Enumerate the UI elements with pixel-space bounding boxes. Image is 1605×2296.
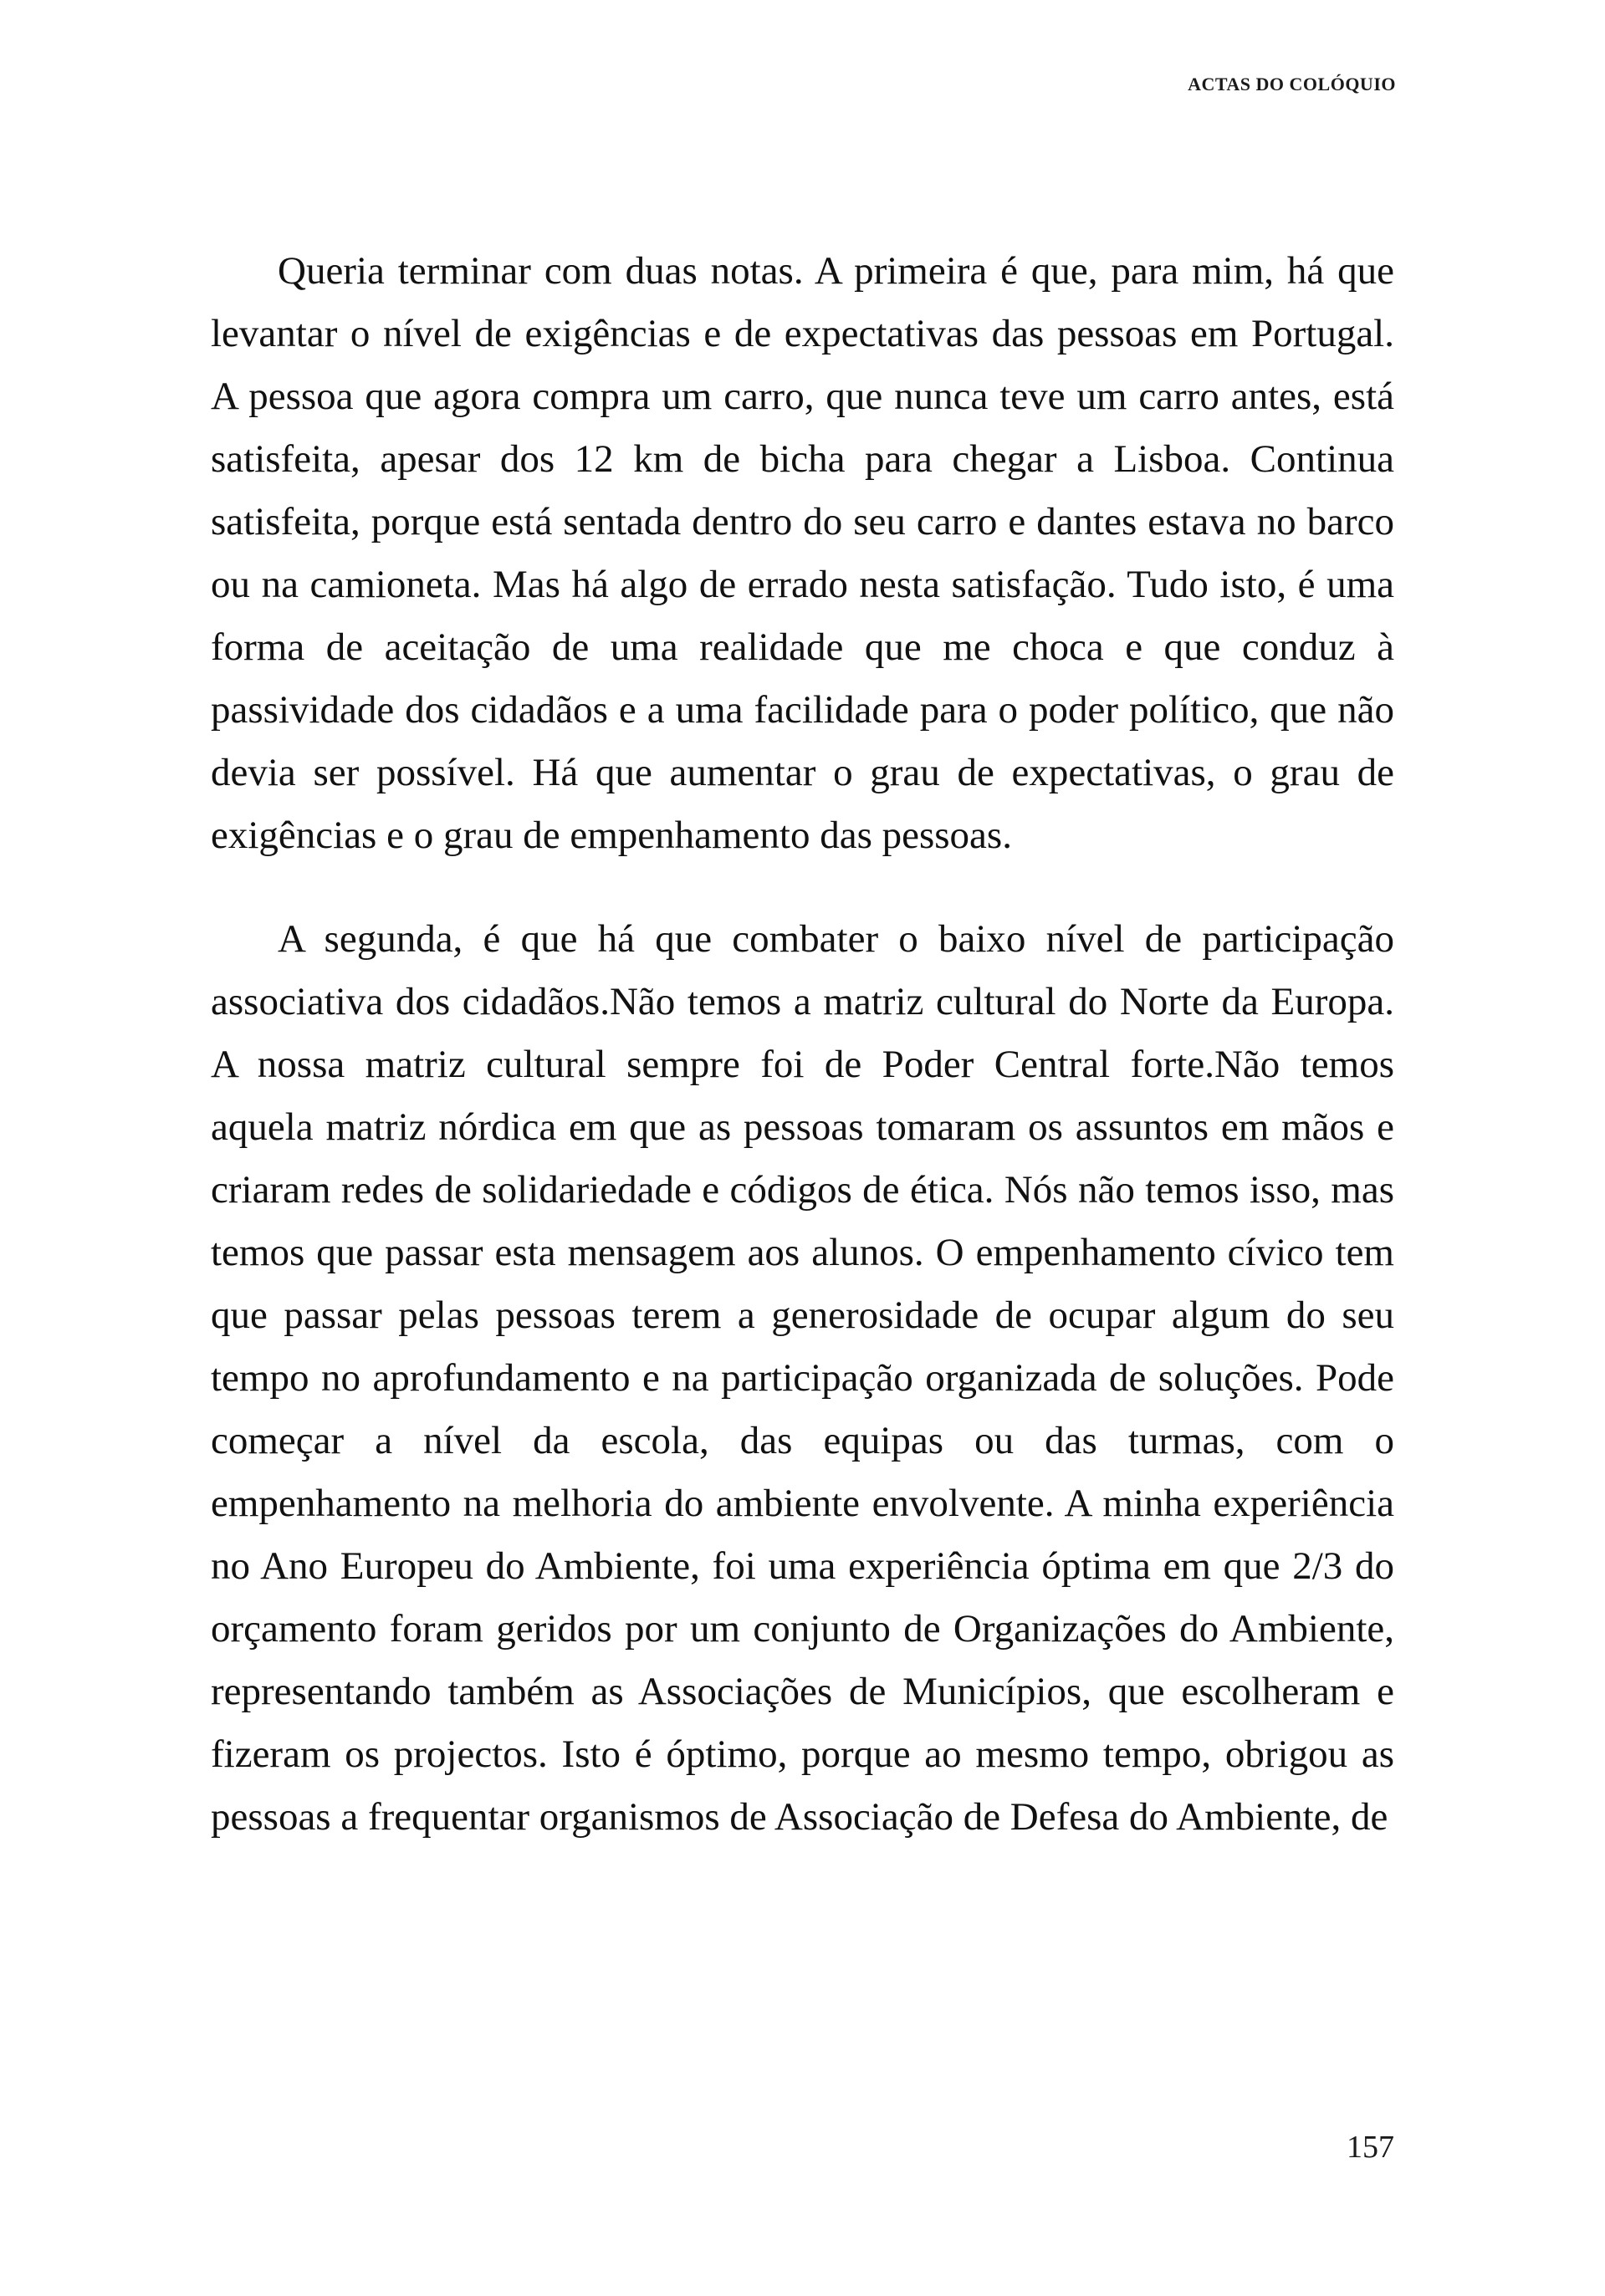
page-number: 157: [1347, 2130, 1394, 2165]
paragraph-first-note: Queria terminar com duas notas. A primeira é que, para mim, há que levantar o nível de exigências e de expectativas das pessoas em Portugal. A pessoa que agora compra um carro, que nunca teve um carro antes, está satisfeita, apesar dos 12 km de bicha para chegar a Lisboa. Continua satisfeita, porque está sentada dentro do seu carro e dantes estava no barco ou na camioneta. Mas há algo de errado nesta satisfação. Tudo isto, é uma forma de aceitação de uma realidade que me choca e que conduz à passividade dos cidadãos e a uma facilidade para o poder político, que não devia ser possível. Há que aumentar o grau de expectativas, o grau de exigências e o grau de empenhamento das pessoas.: [211, 249, 1394, 857]
running-header: ACTAS DO COLÓQUIO: [1188, 74, 1396, 94]
paragraph-second-note: A segunda, é que há que combater o baixo nível de participação associativa dos cidadãos.Não temos a matriz cultural do Norte da Europa. A nossa matriz cultural sempre foi de Poder Central forte.Não temos aquela matriz nórdica em que as pessoas tomaram os assuntos em mãos e criaram redes de solidariedade e códigos de ética. Nós não temos isso, mas temos que passar esta mensagem aos alunos. O empenhamento cívico tem que passar pelas pessoas terem a generosidade de ocupar algum do seu tempo no aprofundamento e na participação organizada de soluções. Pode começar a nível da escola, das equipas ou das turmas, com o empenhamento na melhoria do ambiente envolvente. A minha experiência no Ano Europeu do Ambiente, foi uma experiência óptima em que 2/3 do orçamento foram geridos por um conjunto de Organizações do Ambiente, representando também as Associações de Municípios, que escolheram e fizeram os projectos. Isto é óptimo, porque ao mesmo tempo, obrigou as pessoas a frequentar organismos de Associação de Defesa do Ambiente, de: [211, 917, 1394, 1839]
body-text: [211, 240, 1394, 1849]
